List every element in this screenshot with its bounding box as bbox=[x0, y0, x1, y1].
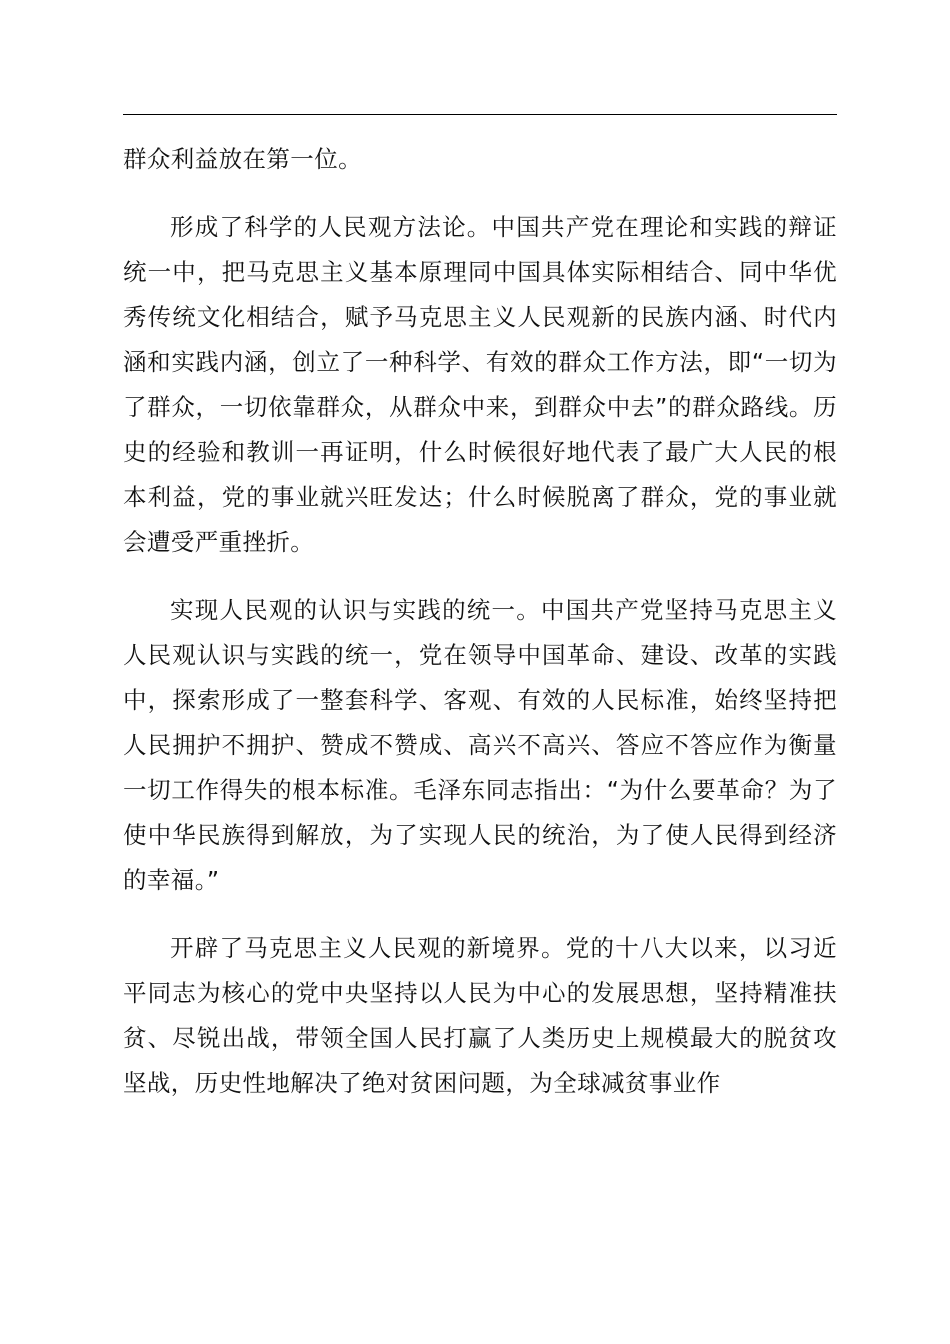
paragraph-new-realm: 开辟了马克思主义人民观的新境界。党的十八大以来，以习近平同志为核心的党中央坚持以人民为中心的发展思想，坚持精准扶贫、尽锐出战，带领全国人民打赢了人类历史上规模最大的脱贫攻坚战，历史性地解决了绝对贫困问题，为全球减贫事业作 bbox=[123, 934, 837, 1097]
paragraph-continued: 群众利益放在第一位。 bbox=[123, 145, 362, 173]
paragraph-unity-of-cognition-practice: 实现人民观的认识与实践的统一。中国共产党坚持马克思主义人民观认识与实践的统一，党在领导中国革命、建设、改革的实践中，探索形成了一整套科学、客观、有效的人民标准，始终坚持把人民拥护不拥护、赞成不赞成、高兴不高兴、答应不答应作为衡量一切工作得失的根本标准。毛泽东同志指出：“为什么要革命？为了使中华民族得到解放，为了实现人民的统治，为了使人民得到经济的幸福。” bbox=[123, 596, 837, 894]
header-rule bbox=[123, 114, 837, 115]
document-body bbox=[123, 137, 837, 1106]
paragraph-scientific-methodology: 形成了科学的人民观方法论。中国共产党在理论和实践的辩证统一中，把马克思主义基本原理同中国具体实际相结合、同中华优秀传统文化相结合，赋予马克思主义人民观新的民族内涵、时代内涵和实践内涵，创立了一种科学、有效的群众工作方法，即“一切为了群众，一切依靠群众，从群众中来，到群众中去”的群众路线。历史的经验和教训一再证明，什么时候很好地代表了最广大人民的根本利益，党的事业就兴旺发达；什么时候脱离了群众，党的事业就会遭受严重挫折。 bbox=[123, 213, 837, 556]
